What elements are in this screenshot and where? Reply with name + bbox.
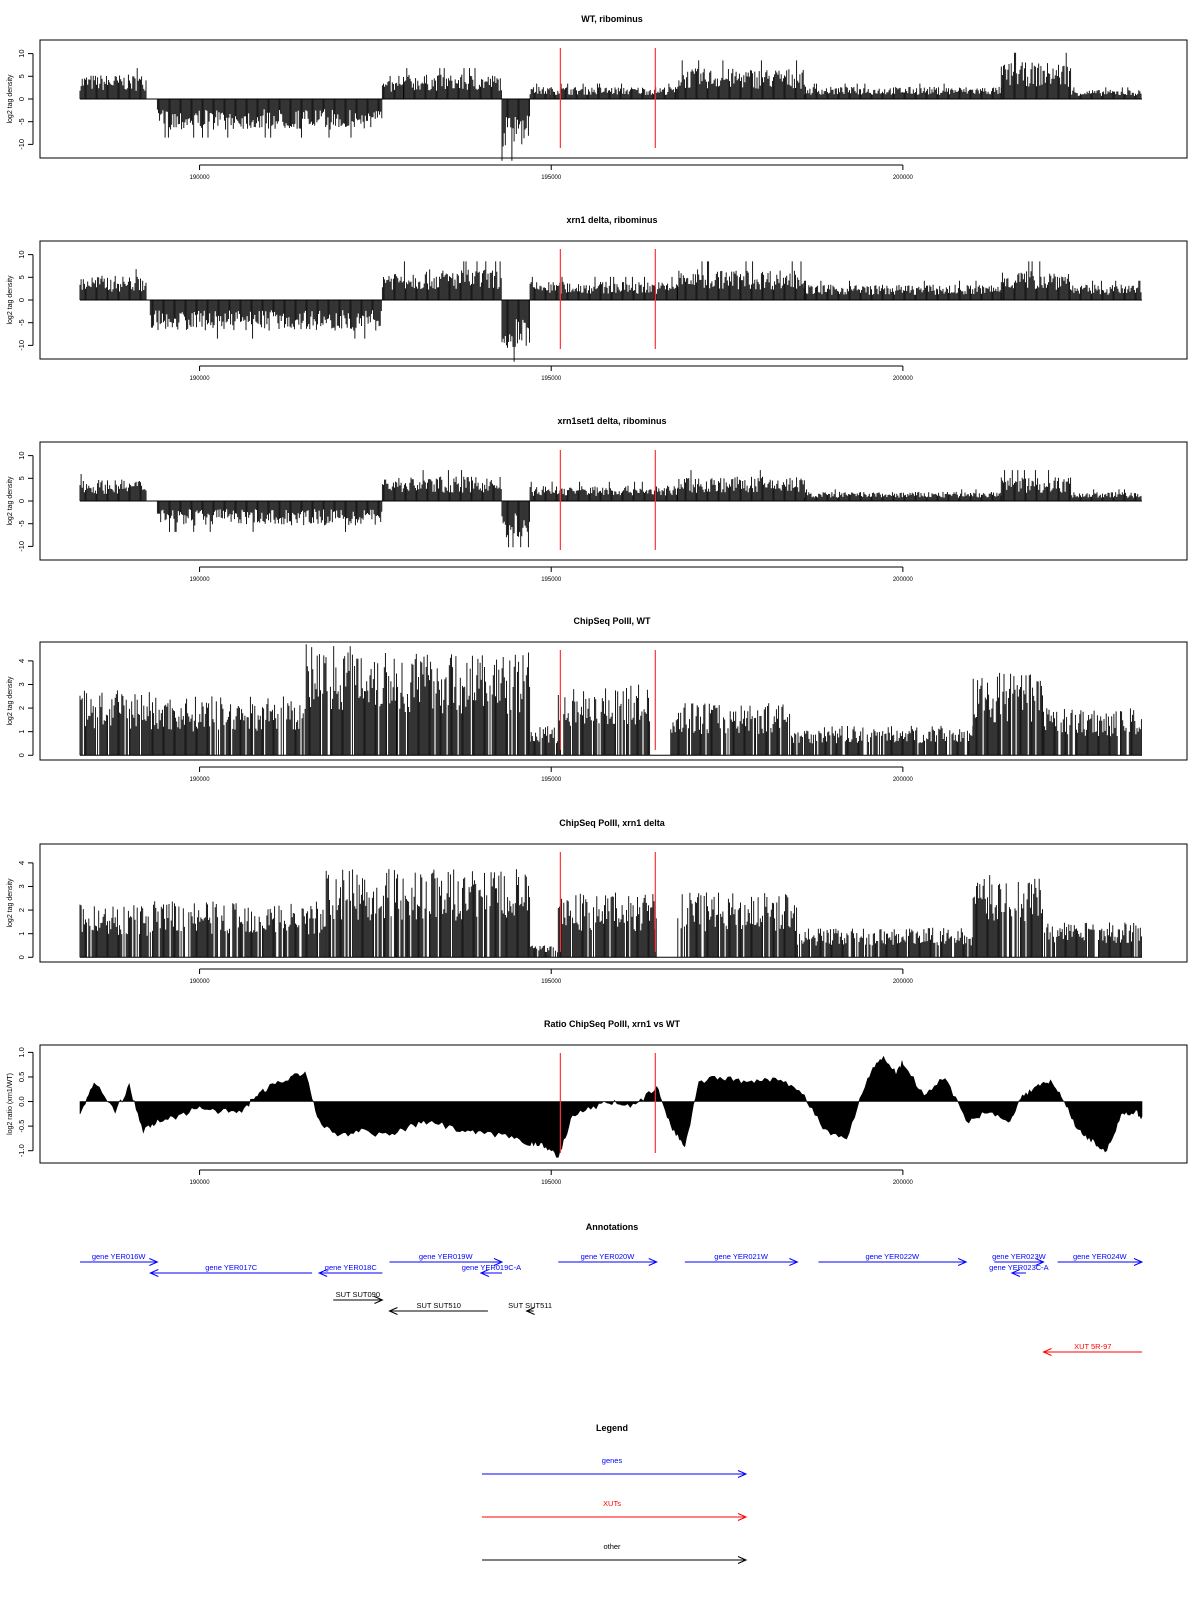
bar-segment-4 <box>502 300 530 362</box>
y-tick-label: 0 <box>17 297 26 303</box>
panel-1 <box>7 14 1187 181</box>
panel-title: xrn1 delta, ribominus <box>566 215 658 225</box>
bar-strokes <box>1001 261 1070 300</box>
bar-segment-11 <box>1044 923 1142 958</box>
bar-segment-1 <box>80 474 146 501</box>
panel-6 <box>7 1019 1187 1186</box>
bar-strokes <box>797 928 972 958</box>
bar-segment-10 <box>973 875 1042 957</box>
legend-label: XUTs <box>603 1499 621 1508</box>
bar-strokes <box>1044 708 1142 755</box>
annotation-label: SUT SUT510 <box>416 1301 461 1310</box>
bar-strokes <box>397 653 530 756</box>
bar-strokes <box>150 696 304 755</box>
y-tick-label: 0 <box>17 96 26 102</box>
annotation-label: gene YER022W <box>865 1252 920 1261</box>
bar-segment-10 <box>1001 53 1070 99</box>
annotation-label: gene YER019C-A <box>461 1263 522 1272</box>
panel-title: Ratio ChipSeq PolII, xrn1 vs WT <box>543 1019 681 1029</box>
bar-strokes <box>80 474 146 501</box>
x-tick-label: 195000 <box>541 1180 562 1186</box>
y-axis-label: log2 tag density <box>7 476 14 526</box>
bar-strokes <box>804 281 1001 300</box>
y-tick-label: 1 <box>17 931 26 936</box>
legend-item-other <box>482 1542 746 1564</box>
bar-strokes <box>382 261 501 300</box>
y-tick-label: 0.5 <box>17 1071 26 1083</box>
panel-title: WT, ribominus <box>581 14 643 24</box>
x-tick-label: 190000 <box>189 979 210 985</box>
panel-title: ChipSeq PolII, xrn1 delta <box>559 818 665 828</box>
bar-strokes <box>678 261 805 300</box>
bar-strokes <box>157 501 381 532</box>
bar-strokes <box>530 726 558 755</box>
y-tick-label: -5 <box>17 319 26 327</box>
bar-segment-7 <box>551 84 678 99</box>
bar-strokes <box>558 893 656 958</box>
ratio-area <box>80 1057 1142 1158</box>
bar-segment-6 <box>558 893 656 958</box>
x-tick-label: 195000 <box>541 979 562 985</box>
bar-segment-6 <box>678 261 805 300</box>
annotation-track <box>319 1263 382 1277</box>
bar-segment-5 <box>530 726 558 755</box>
bar-strokes <box>678 470 805 501</box>
bar-segment-8 <box>678 60 805 99</box>
bar-segment-3 <box>382 470 501 501</box>
bar-strokes <box>973 673 1042 755</box>
bar-strokes <box>530 84 551 99</box>
legend-items <box>482 1456 746 1564</box>
x-tick-label: 200000 <box>892 376 913 382</box>
bar-strokes <box>80 690 149 755</box>
bar-segment-9 <box>1072 281 1141 300</box>
y-tick-label: 10 <box>17 49 26 58</box>
y-tick-label: 3 <box>17 682 26 687</box>
y-tick-label: -10 <box>17 138 26 150</box>
annotation-track <box>150 1263 312 1277</box>
bar-segment-6 <box>558 685 649 756</box>
bar-segment-2 <box>150 696 304 755</box>
x-tick-label: 200000 <box>892 577 913 583</box>
bar-segment-11 <box>1072 87 1141 99</box>
bar-strokes <box>804 84 1001 99</box>
annotation-track <box>80 1252 157 1266</box>
density-bars <box>80 869 1141 957</box>
bar-segment-3 <box>382 261 501 300</box>
panel-title: xrn1set1 delta, ribominus <box>557 416 667 426</box>
annotation-label: gene YER024W <box>1072 1252 1127 1261</box>
density-bars <box>80 644 1141 755</box>
legend-title: Legend <box>595 1423 629 1433</box>
annotation-track <box>508 1301 552 1315</box>
annotations-section <box>80 1222 1142 1356</box>
bar-strokes <box>1072 489 1141 501</box>
bar-segment-1 <box>80 905 149 958</box>
bar-segment-8 <box>671 703 790 755</box>
bar-strokes <box>80 68 146 99</box>
bar-strokes <box>150 300 381 339</box>
bar-segment-4 <box>397 653 530 756</box>
y-tick-label: 5 <box>17 74 26 79</box>
panel-5 <box>7 818 1187 985</box>
panel-2 <box>7 215 1187 382</box>
x-tick-label: 195000 <box>541 777 562 783</box>
annotation-label: gene YER021W <box>714 1252 768 1261</box>
bar-strokes <box>530 946 558 958</box>
density-bars <box>80 53 1141 161</box>
legend-label: genes <box>601 1456 623 1465</box>
bar-segment-11 <box>1044 708 1142 755</box>
legend-item-genes <box>482 1456 746 1478</box>
y-tick-label: 3 <box>17 884 26 889</box>
bar-segment-4 <box>404 68 502 99</box>
annotations-title: Annotations <box>585 1222 639 1232</box>
bar-segment-7 <box>804 489 1001 501</box>
bar-strokes <box>157 99 381 138</box>
bar-segment-9 <box>790 726 973 755</box>
bar-strokes <box>804 489 1001 501</box>
y-tick-label: -10 <box>17 540 26 552</box>
bar-strokes <box>973 875 1042 957</box>
y-tick-label: -10 <box>17 339 26 351</box>
annotation-track <box>818 1252 966 1266</box>
y-tick-label: 10 <box>17 451 26 460</box>
y-tick-label: 2 <box>17 705 26 711</box>
x-tick-label: 190000 <box>189 175 210 181</box>
y-tick-label: 4 <box>17 658 26 663</box>
bar-segment-4 <box>397 869 530 957</box>
y-tick-label: 0.0 <box>17 1096 26 1107</box>
bar-segment-3 <box>382 76 403 99</box>
bar-strokes <box>671 703 790 755</box>
y-tick-label: 0 <box>17 955 26 960</box>
bar-strokes <box>382 470 501 501</box>
bar-segment-1 <box>80 690 149 755</box>
annotation-label: gene YER016W <box>91 1252 146 1261</box>
annotation-track <box>989 1263 1048 1277</box>
bar-strokes <box>558 685 649 756</box>
y-tick-label: 10 <box>17 250 26 259</box>
bar-strokes <box>551 84 678 99</box>
annotation-track <box>389 1301 487 1315</box>
bar-segment-5 <box>530 946 558 958</box>
bar-segment-1 <box>80 269 146 300</box>
bar-strokes <box>397 869 530 957</box>
bar-segment-9 <box>1072 489 1141 501</box>
x-tick-label: 200000 <box>892 979 913 985</box>
y-tick-label: 0 <box>17 753 26 758</box>
bar-strokes <box>1072 281 1141 300</box>
bar-segment-10 <box>973 673 1042 755</box>
bar-strokes <box>790 726 973 755</box>
annotation-track <box>685 1252 798 1266</box>
density-bars <box>80 261 1141 361</box>
bar-segment-4 <box>502 501 530 547</box>
bar-strokes <box>80 905 149 958</box>
y-tick-label: 5 <box>17 476 26 481</box>
bar-strokes <box>1001 470 1070 501</box>
x-tick-label: 200000 <box>892 175 913 181</box>
annotation-track <box>462 1263 521 1277</box>
annotation-label: XUT 5R-97 <box>1074 1342 1112 1351</box>
legend <box>482 1423 746 1564</box>
legend-label: other <box>603 1542 621 1551</box>
bar-segment-9 <box>804 84 1001 99</box>
annotation-track <box>333 1290 382 1304</box>
y-axis-label: log2 tag density <box>7 275 14 325</box>
y-tick-label: 1.0 <box>17 1047 26 1058</box>
x-tick-label: 190000 <box>189 1180 210 1186</box>
bar-strokes <box>502 99 530 161</box>
x-tick-label: 190000 <box>189 777 210 783</box>
annotation-track <box>558 1252 656 1266</box>
bar-segment-2 <box>157 99 381 138</box>
y-axis-label: log2 tag density <box>7 878 14 928</box>
annotation-label: SUT SUT090 <box>335 1290 381 1299</box>
y-tick-label: 5 <box>17 275 26 280</box>
y-tick-label: 2 <box>17 907 26 913</box>
panel-3 <box>7 416 1187 583</box>
annotation-label: SUT SUT511 <box>508 1301 553 1310</box>
y-tick-label: -5 <box>17 118 26 126</box>
bar-segment-9 <box>797 928 972 958</box>
x-tick-label: 190000 <box>189 376 210 382</box>
annotation-label: gene YER018C <box>324 1263 377 1272</box>
bar-segment-7 <box>804 281 1001 300</box>
bar-segment-3 <box>326 869 395 957</box>
annotation-label: gene YER019W <box>418 1252 473 1261</box>
y-axis-label: log2 tag density <box>7 676 14 726</box>
y-tick-label: -5 <box>17 520 26 528</box>
annotation-track <box>1058 1252 1142 1266</box>
annotation-label: gene YER020W <box>580 1252 635 1261</box>
bar-strokes <box>150 901 325 957</box>
bar-strokes <box>326 869 395 957</box>
x-tick-label: 195000 <box>541 376 562 382</box>
legend-item-xuts <box>482 1499 746 1521</box>
bar-segment-8 <box>1001 470 1070 501</box>
bar-strokes <box>382 76 403 99</box>
bar-segment-2 <box>150 300 381 339</box>
panel-title: ChipSeq PolII, WT <box>573 616 651 626</box>
bar-segment-2 <box>157 501 381 532</box>
bar-segment-5 <box>502 99 530 161</box>
y-tick-label: 1 <box>17 729 26 734</box>
annotation-tracks <box>80 1252 1142 1356</box>
y-tick-label: 4 <box>17 860 26 865</box>
x-tick-label: 190000 <box>189 577 210 583</box>
y-tick-label: -1.0 <box>17 1144 26 1158</box>
annotation-label: gene YER023C-A <box>989 1263 1049 1272</box>
bar-strokes <box>1044 923 1142 958</box>
x-tick-label: 200000 <box>892 1180 913 1186</box>
bar-segment-8 <box>1001 261 1070 300</box>
x-tick-label: 195000 <box>541 175 562 181</box>
bar-strokes <box>80 269 146 300</box>
bar-strokes <box>502 501 530 547</box>
bar-segment-6 <box>678 470 805 501</box>
y-axis-label: log2 ratio (xrn1/WT) <box>7 1073 14 1135</box>
x-tick-label: 200000 <box>892 777 913 783</box>
annotation-track <box>1044 1342 1142 1356</box>
panel-4 <box>7 616 1187 783</box>
y-tick-label: -0.5 <box>17 1119 26 1133</box>
bar-segment-6 <box>530 84 551 99</box>
y-tick-label: 0 <box>17 498 26 504</box>
density-bars <box>80 470 1141 547</box>
x-tick-label: 195000 <box>541 577 562 583</box>
bar-strokes <box>1072 87 1141 99</box>
bar-strokes <box>1001 53 1070 99</box>
bar-segment-8 <box>678 893 797 958</box>
bar-segment-1 <box>80 68 146 99</box>
y-axis-label: log2 tag density <box>7 74 14 124</box>
bar-strokes <box>678 60 805 99</box>
bar-strokes <box>502 300 530 362</box>
bar-strokes <box>678 893 797 958</box>
bar-strokes <box>305 644 396 755</box>
bar-segment-2 <box>150 901 325 957</box>
data-panels <box>7 14 1187 1186</box>
bar-segment-3 <box>305 644 396 755</box>
annotation-label: gene YER017C <box>205 1263 258 1272</box>
annotation-label: gene YER023W <box>992 1252 1046 1261</box>
bar-strokes <box>404 68 502 99</box>
